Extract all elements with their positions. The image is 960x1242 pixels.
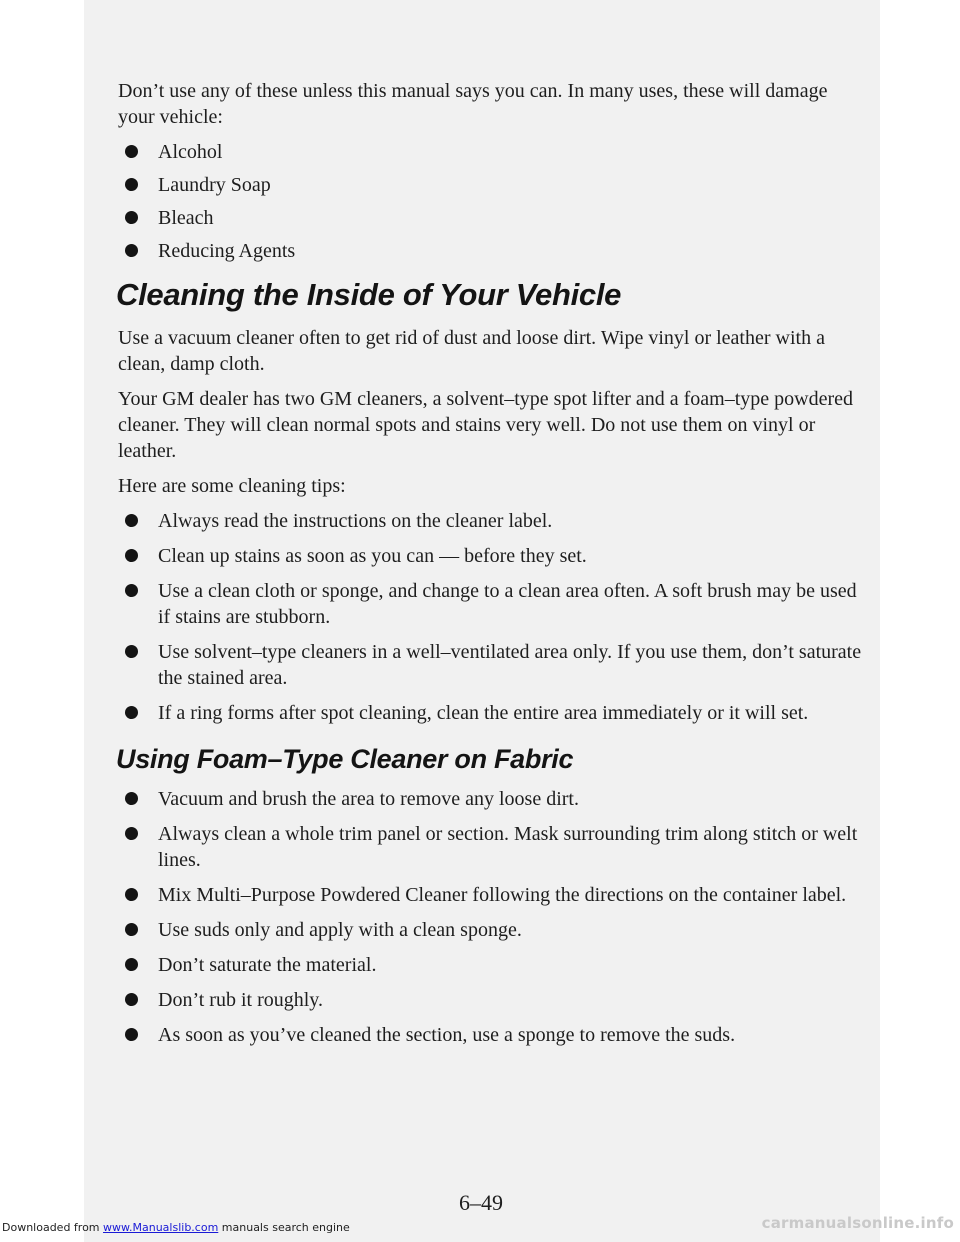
list-item: Alcohol: [118, 139, 868, 165]
bullet-icon: [125, 993, 138, 1006]
bullet-icon: [125, 244, 138, 257]
list-item: Reducing Agents: [118, 238, 868, 264]
bullet-icon: [125, 145, 138, 158]
watermark-text: carmanualsonline.info: [761, 1214, 954, 1232]
bullet-icon: [125, 888, 138, 901]
list-item: Mix Multi–Purpose Powdered Cleaner following the directions on the container label.: [118, 882, 868, 908]
list-item: As soon as you’ve cleaned the section, use a sponge to remove the suds.: [118, 1022, 868, 1048]
page-number: 6–49: [459, 1190, 503, 1215]
list-item: Laundry Soap: [118, 172, 868, 198]
bullet-icon: [125, 584, 138, 597]
footer-suffix: manuals search engine: [221, 1221, 350, 1234]
list-item: Bleach: [118, 205, 868, 231]
cleaning-tips-list: [118, 508, 868, 726]
bullet-icon: [125, 706, 138, 719]
section-heading-cleaning-inside: Cleaning the Inside of Your Vehicle: [116, 277, 622, 312]
list-item: Don’t saturate the material.: [118, 952, 868, 978]
paragraph: Your GM dealer has two GM cleaners, a solvent–type spot lifter and a foam–type powdered cleaner. They will clean normal spots and stains very well. Do not use them on vinyl or leather.: [118, 388, 853, 462]
list-item: Always read the instructions on the cleaner label.: [118, 508, 868, 534]
download-footer: [2, 1221, 350, 1234]
list-item: If a ring forms after spot cleaning, clean the entire area immediately or it will set.: [118, 700, 868, 726]
bullet-icon: [125, 514, 138, 527]
intro-paragraph: Don’t use any of these unless this manual says you can. In many uses, these will damage your vehicle:: [118, 80, 828, 128]
list-item: Use suds only and apply with a clean sponge.: [118, 917, 868, 943]
footer-prefix: Downloaded from: [2, 1221, 100, 1234]
bullet-icon: [125, 178, 138, 191]
list-item: Always clean a whole trim panel or section. Mask surrounding trim along stitch or welt lines.: [118, 821, 868, 873]
bullet-icon: [125, 549, 138, 562]
bullet-icon: [125, 792, 138, 805]
foam-cleaner-steps-list: [118, 786, 868, 1048]
warning-list: [118, 139, 868, 264]
list-item: Don’t rub it roughly.: [118, 987, 868, 1013]
list-item: Use solvent–type cleaners in a well–ventilated area only. If you use them, don’t saturate the stained area.: [118, 639, 868, 691]
bullet-icon: [125, 1028, 138, 1041]
paragraph: Use a vacuum cleaner often to get rid of dust and loose dirt. Wipe vinyl or leather with a clean, damp cloth.: [118, 327, 825, 375]
manualslib-link[interactable]: www.Manualslib.com: [103, 1221, 219, 1234]
bullet-icon: [125, 958, 138, 971]
list-item: Use a clean cloth or sponge, and change to a clean area often. A soft brush may be used if stains are stubborn.: [118, 578, 868, 630]
bullet-icon: [125, 923, 138, 936]
list-item: Clean up stains as soon as you can — before they set.: [118, 543, 868, 569]
section-heading-foam-cleaner: Using Foam–Type Cleaner on Fabric: [116, 744, 574, 774]
bullet-icon: [125, 645, 138, 658]
bullet-icon: [125, 211, 138, 224]
list-item: Vacuum and brush the area to remove any loose dirt.: [118, 786, 868, 812]
paragraph: Here are some cleaning tips:: [118, 475, 346, 497]
bullet-icon: [125, 827, 138, 840]
page-content: [118, 78, 868, 1057]
